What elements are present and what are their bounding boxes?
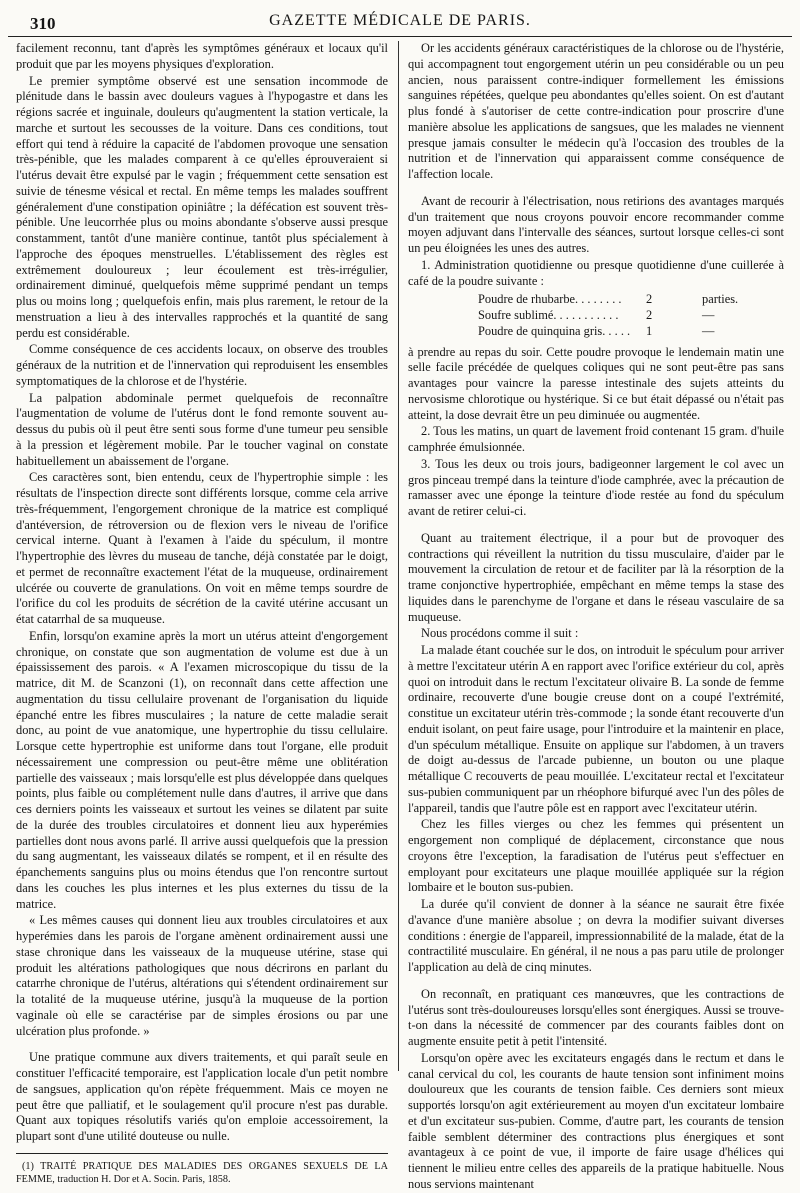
paragraph: « Les mêmes causes qui donnent lieu aux troubles circulatoires et aux hyperémies dans les parois de l'organe amènent ordinairement aussi une stase chronique dans les vaisseaux de la muqueuse utérine, stase qui produit les altérations pathologiques que nous décrirons en parlant du catarrhe chronique de l'utérus, altérations qui s'étendent ordinairement sur la totalité de la muqueuse utérine, jusqu'à la muqueuse de la portion vaginale où elle se caractérise par de simples érosions ou par une ulcération plus profonde. » (16, 913, 388, 1038)
column-divider (398, 41, 399, 1071)
recipe-item (478, 292, 784, 308)
recipe-quantity: 1 (646, 323, 653, 338)
right-column (408, 41, 784, 1191)
recipe-item (478, 324, 784, 340)
recipe-list (478, 292, 784, 339)
paragraph: La malade étant couchée sur le dos, on introduit le spéculum pour arriver à mettre l'excitateur utérin A en rapport avec l'orifice extérieur du col, après quoi on introduit dans le rectum l'excitateur olivaire B. La sonde de femme ordinaire, recouverte d'une bougie creuse dont on a coupé l'extrémité, constitue un excitateur utérin très-commode ; la sonde étant recouverte d'un enduit isolant, on peut faire usage, pour l'introduire et la maintenir en place, d'un spéculum métallique. Ensuite on applique sur l'abdomen, à un travers de doigt au-dessus de l'arcade pubienne, un bouton ou une plaque métallique C recouverts de peau mouillée. L'excitateur rectal et l'excitateur sus-pubien communiquent par un rhéophore bifurqué avec l'un des pôles de l'appareil, tandis que l'autre pôle est en rapport avec l'excitateur utérin. (408, 643, 784, 815)
paragraph: La durée qu'il convient de donner à la séance ne saurait être fixée d'avance d'une manière absolue ; on devra la modifier suivant diverses conditions : énergie de l'appareil, impressionnabilité de la malade, état de la contractilité musculaire. En général, il ne nous a pas paru utile de prolonger l'application au delà de cinq minutes. (408, 897, 784, 974)
paragraph: facilement reconnu, tant d'après les symptômes généraux et locaux qu'il produit que par les moyens physiques d'exploration. (16, 41, 388, 71)
page-header (8, 6, 792, 37)
paragraph: On reconnaît, en pratiquant ces manœuvres, que les contractions de l'utérus sont très-douloureuses lorsqu'elles sont énergiques. Aussi se trouve-t-on dans la nécessité de commencer par des courants faibles dont on augmente ensuite petit à petit l'intensité. (408, 986, 784, 1048)
paragraph: Lorsqu'on opère avec les excitateurs engagés dans le rectum et dans le canal cervical du col, les courants de haute tension sont infiniment moins douloureux que les courants de tension faible. Ces derniers sont mieux supportés lorsqu'on agit extérieurement au moyen d'un excitateur lombaire et d'un excitateur sus-pubien. Comme, d'autre part, les courants de tension faible semblent déterminer des contractions plus énergiques et sont avantageux à ce point de vue, il importe de faire usage d'hélices qui tiennent le milieu entre celles des appareils de la pratique habituelle. Nous nous servions maintenant (408, 1050, 784, 1191)
paragraph: à prendre au repas du soir. Cette poudre provoque le lendemain matin une selle facile précédée de quelques coliques qui ne sont peut-être pas sans avantages pour vaincre la paresse intestinale des sujets atteints du nervosisme chlorotique ou hystérique. Si ce but était dépassé ou n'était pas atteint, la dose devrait être un peu diminuée ou augmentée. (408, 344, 784, 422)
paragraph: Chez les filles vierges ou chez les femmes qui présentent un engorgement non compliqué de déplacement, circonstance que nous croyons être l'exception, la faradisation de l'utérus peut s'effectuer en employant pour excitateurs une plaque mouillée appliquée sur la région lombaire et le bouton sus-pubien. (408, 817, 784, 895)
paragraph: Comme conséquence de ces accidents locaux, on observe des troubles généraux de la nutrition et de l'innervation qui reproduisent les ensembles symptomatiques de la chlorose et de l'hystérie. (16, 342, 388, 388)
paragraph: 2. Tous les matins, un quart de lavement froid contenant 15 gram. d'huile camphrée émulsionnée. (408, 424, 784, 454)
recipe-ingredient: Poudre de quinquina gris. . . . . (478, 323, 631, 338)
paragraph: Quant au traitement électrique, il a pour but de provoquer des contractions qui réveillent la nutrition du tissu musculaire, d'aider par le mouvement la circulation de retour et de faciliter par là la résorption de la trame conjonctive hypertrophiée, empêchant en même temps la stase des liquides dans le parenchyme de l'organe et dans le réseau vasculaire de sa muqueuse. (408, 530, 784, 624)
paragraph: 1. Administration quotidienne ou presque quotidienne d'une cuillerée à café de la poudre suivante : (408, 257, 784, 288)
paragraph: Avant de recourir à l'électrisation, nous retirions des avantages marqués d'un traitement que nous croyons pouvoir encore recommander comme moyen adjuvant dans l'intervalle des séances, surtout lorsque celles-ci sont un peu éloignées les unes des autres. (408, 193, 784, 255)
recipe-quantity: 2 (646, 308, 653, 322)
paragraph: La palpation abdominale permet quelquefois de reconnaître l'augmentation de volume de l'utérus dont le fond remonte souvent au-dessus du pubis où il peut être senti sous forme d'une tumeur peu sensible à la pression et légèrement mobile. Par le toucher vaginal on constate habituellement un abaissement de l'organe. (16, 390, 388, 468)
recipe-ingredient: Soufre sublimé. . . . . . . . . . . (478, 308, 619, 322)
page-number: 310 (30, 14, 56, 33)
paragraph: Une pratique commune aux divers traitements, et qui paraît seule en constituer l'efficacité temporaire, est l'application locale d'un petit nombre de sangsues, application qu'on répète fréquemment. Mais ce moyen ne peut être que palliatif, et le soulagement qu'il procure n'est pas durable. Quant aux topiques résolutifs variés qu'on emploie accessoirement, la plupart sont d'une utilité douteuse ou nulle. (16, 1050, 388, 1143)
footnote-rule (16, 1153, 388, 1154)
footnote: (1) TRAITÉ PRATIQUE DES MALADIES DES ORGANES SEXUELS DE LA FEMME, traduction H. Dor et A. Socin. Paris, 1858. (16, 1160, 388, 1185)
paragraph: Enfin, lorsqu'on examine après la mort un utérus atteint d'engorgement chronique, on constate que son augmentation de volume est due à un épaississement des parois. « A l'examen microscopique du tissu de la matrice, dit M. de Scanzoni (1), on reconnaît dans cette affection une augmentation du tissu cellulaire provenant de l'organisation du liquide épanché entre les fibres musculaires ; la nature de cette maladie serait donc, au point de vue anatomique, une hypertrophie du tissu cellulaire. Lorsque cette hypertrophie est uniforme dans tout l'organe, elle produit nécessairement une compression ou peut-être même une oblitération partielle des vaisseaux ; mais lorsqu'elle est plus développée dans quelques points, plus faible ou complétement nulle dans d'autres, il arrive que dans ces derniers points les vaisseaux et surtout les veines se dilatent par suite de la durée des troubles circulatoires et donnent lieu aux hyperémies partielles dont nous avons parlé. Il arrive aussi quelquefois que la pression du sang augmentant, les vaisseaux dilatés se rompent, et il en résulte des épanchements sanguins plus ou moins étendus que l'on rencontre surtout dans les couches les plus internes et les plus externes du tissu de la matrice. (16, 628, 388, 911)
paragraph: Ces caractères sont, bien entendu, ceux de l'hypertrophie simple : les résultats de l'inspection directe sont différents lorsque, comme cela arrive très-fréquemment, l'engorgement chronique de la matrice est compliqué d'antéversion, de rétroversion ou de flexion vers le niveau de l'orifice cervical interne. Quant à l'examen à l'aide du spéculum, il montre l'hypertrophie des lèvres du museau de tanche, déjà constatée par le doigt, et permet de reconnaître exactement l'état de la muqueuse, ordinairement ulcérée ou couverte de granulations. On voit en même temps sourdre de l'orifice du col les produits de sécrétion de la cavité utérine accusant un état catarrhal de sa muqueuse. (16, 470, 388, 626)
recipe-item (478, 308, 784, 324)
recipe-unit: parties. (702, 292, 739, 307)
recipe-ingredient: Poudre de rhubarbe. . . . . . . . (478, 292, 622, 307)
recipe-unit: — (702, 308, 715, 322)
paragraph: 3. Tous les deux ou trois jours, badigeonner largement le col avec un gros pinceau trempé dans la teinture d'iode camphrée, avec la précaution de ramasser avec une éponge la teinture d'iode restée au fond du spéculum avant de retirer celui-ci. (408, 456, 784, 518)
recipe-quantity: 2 (646, 292, 653, 307)
paragraph: Or les accidents généraux caractéristiques de la chlorose ou de l'hystérie, qui accompagnent tout engorgement utérin un peu considérable ou un peu ancien, nous paraissent contre-indiquer formellement les émissions sanguines répétées, quelque peu abondantes qu'elles soient. On est d'autant plus fondé à s'autoriser de cette contre-indication pour proscrire d'une manière absolue les applications de sangsues, que les malades ne viennent presque jamais consulter le médecin qu'à l'occasion des troubles de la nutrition et de l'innervation qui apparaissent comme conséquence de l'affection locale. (408, 41, 784, 181)
paragraph: Nous procédons comme il suit : (421, 626, 579, 641)
left-column (16, 41, 388, 1185)
recipe-unit: — (702, 323, 715, 338)
paragraph: Le premier symptôme observé est une sensation incommode de plénitude dans le bassin avec douleurs vagues à l'hypogastre et dans les régions sacrée et inguinale, douleurs qu'augmentent la station verticale, la marche et surtout les secousses de la voiture. Dans ces conditions, tout effort qui tend à réduire la capacité de l'abdomen provoque une sensation très-pénible, que les malades comparent à ce qu'elles éprouveraient si l'utérus devait être expulsé par le vagin ; fréquemment cette sensation est suivie de ténesme vésical et rectal. En même temps les malades souffrent généralement d'une constipation opiniâtre ; la défécation est souvent très-pénible. Une leucorrhée plus ou moins abondante s'observe aussi presque constamment, tantôt d'une manière continue, tantôt plus spécialement à l'approche des époques menstruelles. L'établissement des règles est extrêmement douloureux ; leur écoulement est très-irrégulier, ordinairement diminué, quelquefois même supprimé pendant un temps plus ou moins long ; quelquefois enfin, mais plus rarement, le retour de la menstruation a lieu à des intervalles rapprochés et la quantité de sang perdu est considérable. (16, 73, 388, 340)
journal-title: GAZETTE MÉDICALE DE PARIS. (269, 12, 531, 29)
